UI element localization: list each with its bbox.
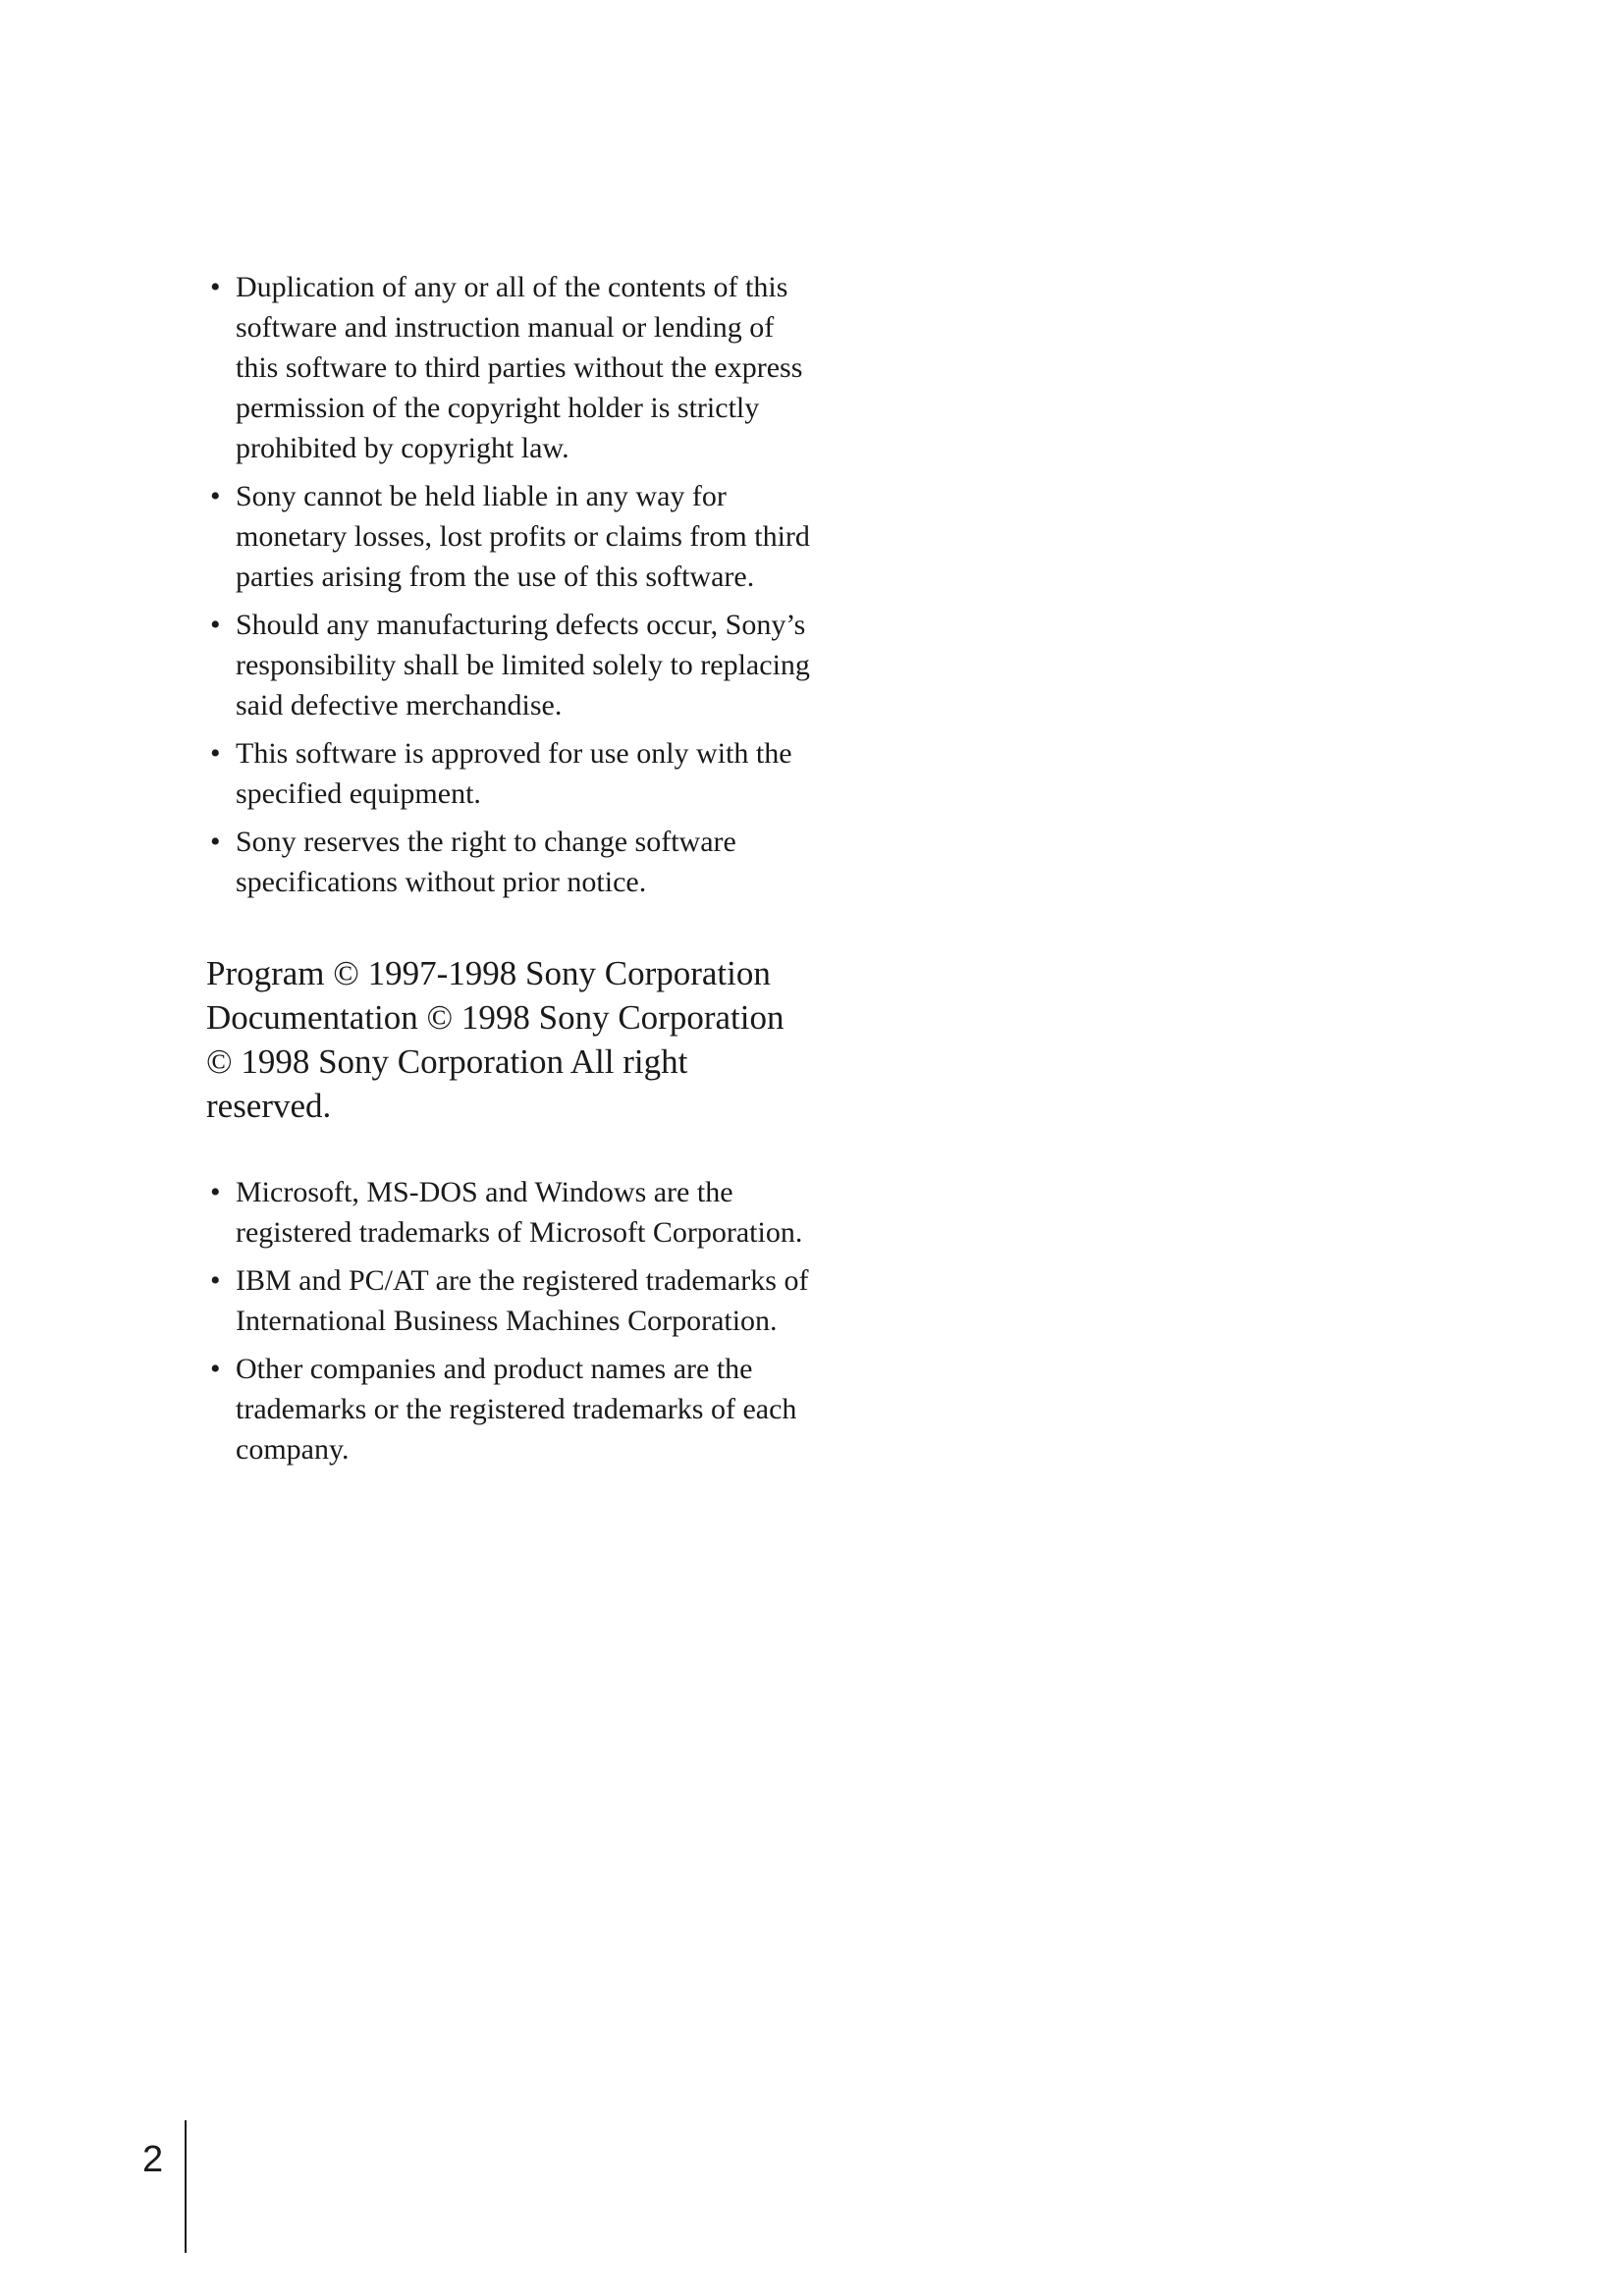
bullet-icon: • (210, 609, 221, 641)
list-item (206, 1172, 815, 1253)
rights-reserved: © 1998 Sony Corporation All right reserved. (206, 1042, 688, 1125)
notice-text: Sony cannot be held liable in any way for monetary losses, lost profits or claims from third parties arising from the use of this software. (236, 480, 810, 593)
notices-list (206, 267, 815, 902)
page-number: 2 (142, 2139, 164, 2180)
trademark-text: Other companies and product names are the trademarks or the registered trademarks of each company. (236, 1353, 797, 1466)
bullet-icon: • (210, 1176, 221, 1208)
bullet-icon: • (210, 1353, 221, 1385)
list-item (206, 476, 815, 597)
page-margin-rule (185, 2120, 187, 2253)
bullet-icon: • (210, 737, 221, 770)
notice-text: This software is approved for use only with the specified equipment. (236, 737, 792, 810)
trademarks-list (206, 1172, 815, 1469)
bullet-icon: • (210, 271, 221, 303)
notice-text: Duplication of any or all of the contents of this software and instruction manual or lending of this software to third parties without the express permission of the copyright holder is strictly prohibited by copyright law. (236, 271, 803, 464)
program-copyright: Program © 1997-1998 Sony Corporation (206, 954, 771, 992)
notice-text: Should any manufacturing defects occur, Sony’s responsibility shall be limited solely to replacing said defective merchandise. (236, 609, 810, 721)
bullet-icon: • (210, 826, 221, 858)
trademark-text: IBM and PC/AT are the registered trademarks of International Business Machines Corporation. (236, 1264, 809, 1337)
list-item (206, 733, 815, 814)
bullet-icon: • (210, 480, 221, 512)
list-item (206, 605, 815, 725)
notice-text: Sony reserves the right to change software specifications without prior notice. (236, 826, 736, 898)
copyright-block (206, 951, 815, 1128)
list-item (206, 267, 815, 468)
bullet-icon: • (210, 1264, 221, 1297)
documentation-copyright: Documentation © 1998 Sony Corporation (206, 998, 785, 1037)
list-item (206, 1349, 815, 1469)
main-text-column (206, 267, 815, 1477)
list-item (206, 822, 815, 902)
trademark-text: Microsoft, MS-DOS and Windows are the registered trademarks of Microsoft Corporation. (236, 1176, 803, 1249)
list-item (206, 1260, 815, 1341)
